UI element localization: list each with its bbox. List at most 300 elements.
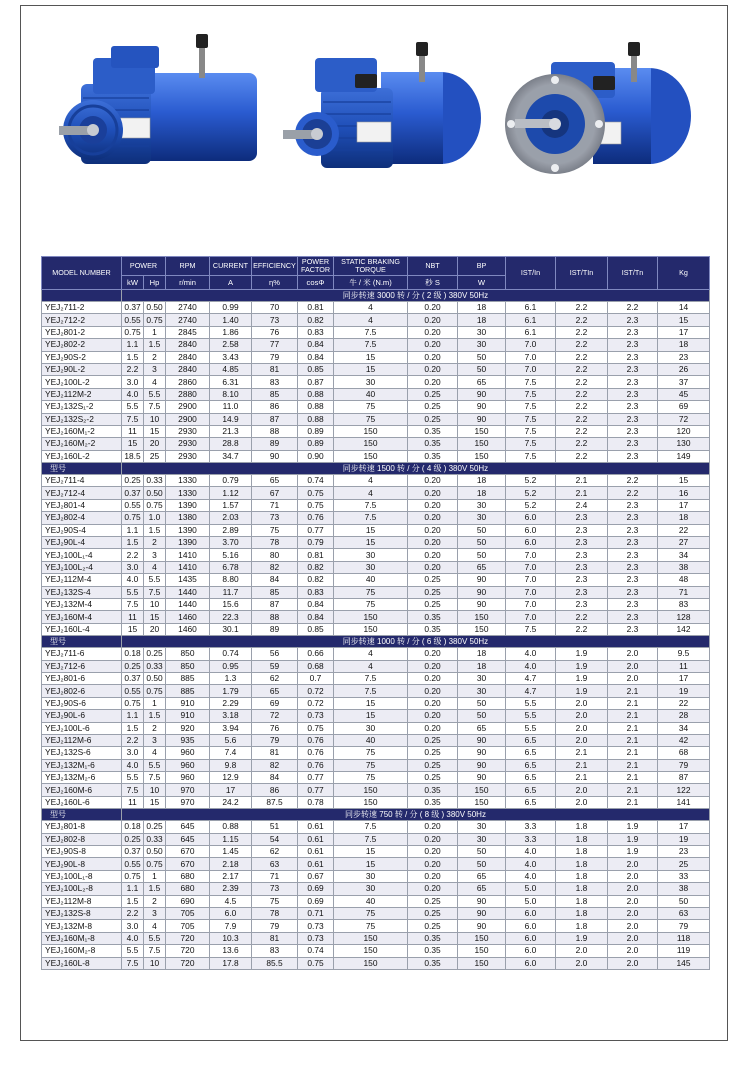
value-cell: 3.3 bbox=[506, 821, 556, 833]
value-cell: 0.7 bbox=[298, 672, 334, 684]
header-power-factor: POWER FACTOR bbox=[298, 257, 334, 276]
value-cell: 5.5 bbox=[506, 722, 556, 734]
value-cell: 1.8 bbox=[556, 846, 608, 858]
value-cell: 1.9 bbox=[608, 833, 658, 845]
value-cell: 10 bbox=[144, 598, 166, 610]
value-cell: 0.20 bbox=[408, 883, 458, 895]
value-cell: 15 bbox=[334, 710, 408, 722]
value-cell: 1460 bbox=[166, 611, 210, 623]
value-cell: 14 bbox=[658, 302, 710, 314]
value-cell: 65 bbox=[458, 883, 506, 895]
value-cell: 5.0 bbox=[506, 895, 556, 907]
value-cell: 2.3 bbox=[608, 537, 658, 549]
table-row bbox=[42, 339, 710, 351]
value-cell: 3.0 bbox=[122, 561, 144, 573]
value-cell: 0.76 bbox=[298, 759, 334, 771]
section-title: 同步转速 3000 转 / 分 ( 2 级 ) 380V 50Hz bbox=[122, 290, 710, 302]
value-cell: 6.78 bbox=[210, 561, 252, 573]
value-cell: 79 bbox=[252, 351, 298, 363]
model-cell: YEJ₂802-2 bbox=[42, 339, 122, 351]
value-cell: 1.1 bbox=[122, 524, 144, 536]
value-cell: 0.75 bbox=[122, 512, 144, 524]
model-cell: YEJ₂801-6 bbox=[42, 672, 122, 684]
value-cell: 680 bbox=[166, 870, 210, 882]
value-cell: 0.75 bbox=[298, 499, 334, 511]
value-cell: 83 bbox=[252, 945, 298, 957]
value-cell: 2.1 bbox=[556, 772, 608, 784]
value-cell: 22 bbox=[658, 524, 710, 536]
model-cell: YEJ₂802-4 bbox=[42, 512, 122, 524]
value-cell: 0.35 bbox=[408, 438, 458, 450]
value-cell: 2.1 bbox=[556, 759, 608, 771]
model-cell: YEJ₂160L-2 bbox=[42, 450, 122, 462]
value-cell: 18 bbox=[658, 339, 710, 351]
value-cell: 0.25 bbox=[408, 401, 458, 413]
value-cell: 150 bbox=[458, 623, 506, 635]
table-row bbox=[42, 413, 710, 425]
value-cell: 0.74 bbox=[298, 475, 334, 487]
value-cell: 90 bbox=[458, 907, 506, 919]
value-cell: 79 bbox=[252, 734, 298, 746]
value-cell: 0.73 bbox=[298, 920, 334, 932]
value-cell: 86 bbox=[252, 784, 298, 796]
header-nbt: NBT bbox=[408, 257, 458, 276]
value-cell: 720 bbox=[166, 957, 210, 969]
value-cell: 0.81 bbox=[298, 302, 334, 314]
value-cell: 7.5 bbox=[506, 425, 556, 437]
value-cell: 0.20 bbox=[408, 524, 458, 536]
value-cell: 150 bbox=[458, 945, 506, 957]
value-cell: 0.85 bbox=[298, 363, 334, 375]
value-cell: 0.25 bbox=[122, 833, 144, 845]
value-cell: 0.82 bbox=[298, 561, 334, 573]
value-cell: 122 bbox=[658, 784, 710, 796]
table-row bbox=[42, 512, 710, 524]
value-cell: 2.1 bbox=[608, 722, 658, 734]
value-cell: 50 bbox=[458, 549, 506, 561]
value-cell: 1390 bbox=[166, 499, 210, 511]
value-cell: 18 bbox=[658, 512, 710, 524]
value-cell: 2.2 bbox=[556, 438, 608, 450]
value-cell: 5.5 bbox=[144, 388, 166, 400]
value-cell: 10 bbox=[144, 784, 166, 796]
value-cell: 2.3 bbox=[608, 425, 658, 437]
value-cell: 37 bbox=[658, 376, 710, 388]
value-cell: 21.3 bbox=[210, 425, 252, 437]
value-cell: 141 bbox=[658, 796, 710, 808]
value-cell: 1.79 bbox=[210, 685, 252, 697]
value-cell: 0.76 bbox=[298, 512, 334, 524]
value-cell: 6.31 bbox=[210, 376, 252, 388]
value-cell: 3.0 bbox=[122, 376, 144, 388]
value-cell: 2.3 bbox=[608, 586, 658, 598]
value-cell: 0.20 bbox=[408, 512, 458, 524]
table-row bbox=[42, 796, 710, 808]
value-cell: 11 bbox=[122, 425, 144, 437]
value-cell: 0.33 bbox=[144, 833, 166, 845]
model-cell: YEJ₂712-2 bbox=[42, 314, 122, 326]
value-cell: 7.5 bbox=[334, 512, 408, 524]
value-cell: 960 bbox=[166, 747, 210, 759]
value-cell: 0.74 bbox=[298, 945, 334, 957]
value-cell: 16 bbox=[658, 487, 710, 499]
unit-power-factor: cosΦ bbox=[298, 276, 334, 290]
value-cell: 4 bbox=[334, 314, 408, 326]
model-cell: YEJ₂160M₂-2 bbox=[42, 438, 122, 450]
value-cell: 2.0 bbox=[608, 932, 658, 944]
value-cell: 2840 bbox=[166, 351, 210, 363]
value-cell: 2.3 bbox=[556, 524, 608, 536]
model-cell: YEJ₂802-8 bbox=[42, 833, 122, 845]
value-cell: 1.57 bbox=[210, 499, 252, 511]
section-header bbox=[42, 290, 710, 302]
value-cell: 69 bbox=[658, 401, 710, 413]
value-cell: 18 bbox=[458, 302, 506, 314]
value-cell: 30 bbox=[458, 685, 506, 697]
value-cell: 0.95 bbox=[210, 660, 252, 672]
value-cell: 18 bbox=[458, 660, 506, 672]
model-cell: YEJ₂100L₂-4 bbox=[42, 561, 122, 573]
table-row bbox=[42, 499, 710, 511]
value-cell: 0.20 bbox=[408, 685, 458, 697]
value-cell: 38 bbox=[658, 561, 710, 573]
value-cell: 20 bbox=[144, 623, 166, 635]
value-cell: 4.85 bbox=[210, 363, 252, 375]
model-cell: YEJ₂100L₂-8 bbox=[42, 883, 122, 895]
value-cell: 65 bbox=[458, 561, 506, 573]
value-cell: 13.6 bbox=[210, 945, 252, 957]
model-cell: YEJ₂132S₂-2 bbox=[42, 413, 122, 425]
value-cell: 2.3 bbox=[608, 326, 658, 338]
header-static-braking-torque: STATIC BRAKING TORQUE bbox=[334, 257, 408, 276]
value-cell: 128 bbox=[658, 611, 710, 623]
value-cell: 0.84 bbox=[298, 598, 334, 610]
value-cell: 90 bbox=[458, 388, 506, 400]
value-cell: 0.89 bbox=[298, 438, 334, 450]
value-cell: 15 bbox=[658, 475, 710, 487]
value-cell: 2.1 bbox=[556, 747, 608, 759]
value-cell: 2.0 bbox=[556, 722, 608, 734]
value-cell: 150 bbox=[334, 784, 408, 796]
value-cell: 12.9 bbox=[210, 772, 252, 784]
value-cell: 0.25 bbox=[408, 759, 458, 771]
model-cell: YEJ₂132S-4 bbox=[42, 586, 122, 598]
value-cell: 75 bbox=[334, 747, 408, 759]
value-cell: 7.0 bbox=[506, 363, 556, 375]
value-cell: 1.15 bbox=[210, 833, 252, 845]
value-cell: 0.20 bbox=[408, 499, 458, 511]
value-cell: 17.8 bbox=[210, 957, 252, 969]
value-cell: 2.3 bbox=[608, 438, 658, 450]
value-cell: 970 bbox=[166, 796, 210, 808]
value-cell: 0.61 bbox=[298, 858, 334, 870]
value-cell: 2.2 bbox=[122, 734, 144, 746]
value-cell: 50 bbox=[458, 524, 506, 536]
value-cell: 150 bbox=[458, 425, 506, 437]
value-cell: 0.25 bbox=[408, 772, 458, 784]
value-cell: 65 bbox=[458, 722, 506, 734]
value-cell: 7.5 bbox=[144, 401, 166, 413]
model-cell: YEJ₂90S-8 bbox=[42, 846, 122, 858]
value-cell: 18 bbox=[458, 487, 506, 499]
value-cell: 73 bbox=[252, 314, 298, 326]
value-cell: 2.2 bbox=[556, 326, 608, 338]
value-cell: 2.2 bbox=[556, 314, 608, 326]
value-cell: 0.20 bbox=[408, 351, 458, 363]
value-cell: 65 bbox=[458, 870, 506, 882]
value-cell: 1.8 bbox=[556, 858, 608, 870]
table-row bbox=[42, 672, 710, 684]
value-cell: 0.83 bbox=[298, 586, 334, 598]
value-cell: 7.9 bbox=[210, 920, 252, 932]
value-cell: 22 bbox=[658, 697, 710, 709]
value-cell: 150 bbox=[458, 450, 506, 462]
model-cell: YEJ₂711-6 bbox=[42, 648, 122, 660]
value-cell: 0.35 bbox=[408, 957, 458, 969]
value-cell: 90 bbox=[458, 747, 506, 759]
value-cell: 2.1 bbox=[608, 759, 658, 771]
value-cell: 150 bbox=[458, 957, 506, 969]
model-cell: YEJ₂112M-4 bbox=[42, 574, 122, 586]
value-cell: 0.50 bbox=[144, 487, 166, 499]
value-cell: 90 bbox=[458, 574, 506, 586]
value-cell: 75 bbox=[334, 920, 408, 932]
value-cell: 5.5 bbox=[122, 401, 144, 413]
value-cell: 63 bbox=[658, 907, 710, 919]
value-cell: 0.75 bbox=[144, 314, 166, 326]
table-row bbox=[42, 784, 710, 796]
value-cell: 0.25 bbox=[408, 747, 458, 759]
value-cell: 73 bbox=[252, 883, 298, 895]
table-row bbox=[42, 846, 710, 858]
value-cell: 0.20 bbox=[408, 326, 458, 338]
value-cell: 2930 bbox=[166, 425, 210, 437]
value-cell: 2.3 bbox=[608, 512, 658, 524]
value-cell: 705 bbox=[166, 920, 210, 932]
value-cell: 0.20 bbox=[408, 722, 458, 734]
value-cell: 78 bbox=[252, 537, 298, 549]
unit-kw: kW bbox=[122, 276, 144, 290]
value-cell: 0.75 bbox=[144, 685, 166, 697]
model-cell: YEJ₂132M-4 bbox=[42, 598, 122, 610]
value-cell: 705 bbox=[166, 907, 210, 919]
table-row bbox=[42, 759, 710, 771]
value-cell: 65 bbox=[252, 685, 298, 697]
table-row bbox=[42, 722, 710, 734]
value-cell: 7.5 bbox=[122, 413, 144, 425]
model-cell: YEJ₂90L-4 bbox=[42, 537, 122, 549]
header-efficiency: EFFICIENCY bbox=[252, 257, 298, 276]
value-cell: 3 bbox=[144, 907, 166, 919]
value-cell: 2.0 bbox=[556, 957, 608, 969]
value-cell: 17 bbox=[210, 784, 252, 796]
table-row bbox=[42, 920, 710, 932]
value-cell: 720 bbox=[166, 932, 210, 944]
product-photos bbox=[21, 6, 727, 246]
value-cell: 5.5 bbox=[122, 772, 144, 784]
value-cell: 0.20 bbox=[408, 821, 458, 833]
value-cell: 59 bbox=[252, 660, 298, 672]
value-cell: 34 bbox=[658, 549, 710, 561]
table-row bbox=[42, 945, 710, 957]
value-cell: 0.20 bbox=[408, 858, 458, 870]
value-cell: 8.10 bbox=[210, 388, 252, 400]
unit-torque: 牛 / 米 (N.m) bbox=[334, 276, 408, 290]
value-cell: 0.18 bbox=[122, 821, 144, 833]
value-cell: 2.2 bbox=[556, 611, 608, 623]
value-cell: 2.0 bbox=[556, 784, 608, 796]
value-cell: 85 bbox=[252, 388, 298, 400]
value-cell: 2.2 bbox=[556, 623, 608, 635]
value-cell: 0.20 bbox=[408, 487, 458, 499]
value-cell: 2.4 bbox=[556, 499, 608, 511]
motor-photo-1 bbox=[59, 34, 257, 164]
value-cell: 7.5 bbox=[506, 450, 556, 462]
value-cell: 0.75 bbox=[122, 326, 144, 338]
value-cell: 130 bbox=[658, 438, 710, 450]
value-cell: 0.33 bbox=[144, 660, 166, 672]
value-cell: 6.1 bbox=[506, 302, 556, 314]
value-cell: 2.58 bbox=[210, 339, 252, 351]
value-cell: 1.9 bbox=[608, 846, 658, 858]
value-cell: 0.69 bbox=[298, 895, 334, 907]
value-cell: 0.37 bbox=[122, 846, 144, 858]
value-cell: 83 bbox=[252, 376, 298, 388]
value-cell: 1.5 bbox=[144, 339, 166, 351]
value-cell: 2.0 bbox=[608, 907, 658, 919]
value-cell: 15 bbox=[334, 363, 408, 375]
value-cell: 5.6 bbox=[210, 734, 252, 746]
value-cell: 6.0 bbox=[210, 907, 252, 919]
table-row bbox=[42, 660, 710, 672]
value-cell: 2 bbox=[144, 537, 166, 549]
value-cell: 19 bbox=[658, 833, 710, 845]
model-cell: YEJ₂90S-4 bbox=[42, 524, 122, 536]
value-cell: 2.3 bbox=[608, 611, 658, 623]
value-cell: 17 bbox=[658, 326, 710, 338]
value-cell: 2.2 bbox=[556, 401, 608, 413]
value-cell: 0.69 bbox=[298, 883, 334, 895]
value-cell: 2.3 bbox=[608, 363, 658, 375]
value-cell: 7.5 bbox=[334, 499, 408, 511]
value-cell: 2.3 bbox=[556, 586, 608, 598]
value-cell: 15 bbox=[658, 314, 710, 326]
value-cell: 50 bbox=[458, 537, 506, 549]
value-cell: 1.0 bbox=[144, 512, 166, 524]
value-cell: 2.3 bbox=[608, 549, 658, 561]
value-cell: 4.0 bbox=[506, 660, 556, 672]
value-cell: 18 bbox=[458, 648, 506, 660]
value-cell: 680 bbox=[166, 883, 210, 895]
value-cell: 885 bbox=[166, 672, 210, 684]
value-cell: 2.2 bbox=[122, 907, 144, 919]
value-cell: 0.79 bbox=[298, 537, 334, 549]
value-cell: 0.88 bbox=[298, 401, 334, 413]
value-cell: 30 bbox=[458, 821, 506, 833]
value-cell: 645 bbox=[166, 821, 210, 833]
value-cell: 0.85 bbox=[298, 623, 334, 635]
value-cell: 1.8 bbox=[556, 920, 608, 932]
model-cell: YEJ₂801-2 bbox=[42, 326, 122, 338]
value-cell: 7.5 bbox=[122, 957, 144, 969]
value-cell: 2.1 bbox=[608, 685, 658, 697]
value-cell: 2.1 bbox=[608, 734, 658, 746]
value-cell: 15 bbox=[334, 846, 408, 858]
value-cell: 15 bbox=[144, 796, 166, 808]
value-cell: 2.2 bbox=[122, 549, 144, 561]
value-cell: 1.5 bbox=[144, 524, 166, 536]
value-cell: 0.25 bbox=[144, 821, 166, 833]
value-cell: 0.75 bbox=[298, 957, 334, 969]
model-cell: YEJ₂132S-6 bbox=[42, 747, 122, 759]
value-cell: 2.3 bbox=[608, 413, 658, 425]
value-cell: 2.17 bbox=[210, 870, 252, 882]
value-cell: 20 bbox=[144, 438, 166, 450]
value-cell: 11.7 bbox=[210, 586, 252, 598]
value-cell: 88 bbox=[252, 425, 298, 437]
model-cell: YEJ₂160M₁-2 bbox=[42, 425, 122, 437]
value-cell: 81 bbox=[252, 932, 298, 944]
value-cell: 2.18 bbox=[210, 858, 252, 870]
value-cell: 2.3 bbox=[608, 524, 658, 536]
value-cell: 1.40 bbox=[210, 314, 252, 326]
value-cell: 0.20 bbox=[408, 672, 458, 684]
value-cell: 2930 bbox=[166, 450, 210, 462]
value-cell: 2.0 bbox=[608, 672, 658, 684]
value-cell: 0.20 bbox=[408, 475, 458, 487]
value-cell: 11 bbox=[658, 660, 710, 672]
value-cell: 2860 bbox=[166, 376, 210, 388]
value-cell: 150 bbox=[334, 796, 408, 808]
model-cell: YEJ₂100L-2 bbox=[42, 376, 122, 388]
header-model-number: MODEL NUMBER bbox=[42, 257, 122, 290]
value-cell: 15.6 bbox=[210, 598, 252, 610]
value-cell: 2.2 bbox=[556, 425, 608, 437]
value-cell: 75 bbox=[252, 895, 298, 907]
value-cell: 2900 bbox=[166, 413, 210, 425]
value-cell: 0.99 bbox=[210, 302, 252, 314]
model-cell: YEJ₂132S-8 bbox=[42, 907, 122, 919]
value-cell: 90 bbox=[458, 586, 506, 598]
value-cell: 79 bbox=[658, 759, 710, 771]
value-cell: 1.3 bbox=[210, 672, 252, 684]
value-cell: 1.8 bbox=[556, 883, 608, 895]
value-cell: 76 bbox=[252, 722, 298, 734]
value-cell: 6.5 bbox=[506, 759, 556, 771]
value-cell: 0.55 bbox=[122, 685, 144, 697]
value-cell: 50 bbox=[458, 858, 506, 870]
value-cell: 1380 bbox=[166, 512, 210, 524]
value-cell: 75 bbox=[334, 413, 408, 425]
value-cell: 9.5 bbox=[658, 648, 710, 660]
value-cell: 6.5 bbox=[506, 784, 556, 796]
model-cell: YEJ₂112M-8 bbox=[42, 895, 122, 907]
value-cell: 885 bbox=[166, 685, 210, 697]
value-cell: 6.5 bbox=[506, 796, 556, 808]
value-cell: 90 bbox=[252, 450, 298, 462]
value-cell: 15 bbox=[334, 524, 408, 536]
table-row bbox=[42, 932, 710, 944]
model-cell: YEJ₂100L₁-4 bbox=[42, 549, 122, 561]
value-cell: 0.35 bbox=[408, 425, 458, 437]
value-cell: 0.68 bbox=[298, 660, 334, 672]
value-cell: 88 bbox=[252, 611, 298, 623]
value-cell: 0.35 bbox=[408, 623, 458, 635]
value-cell: 2.3 bbox=[556, 598, 608, 610]
value-cell: 10 bbox=[144, 413, 166, 425]
value-cell: 50 bbox=[658, 895, 710, 907]
value-cell: 2.2 bbox=[556, 376, 608, 388]
